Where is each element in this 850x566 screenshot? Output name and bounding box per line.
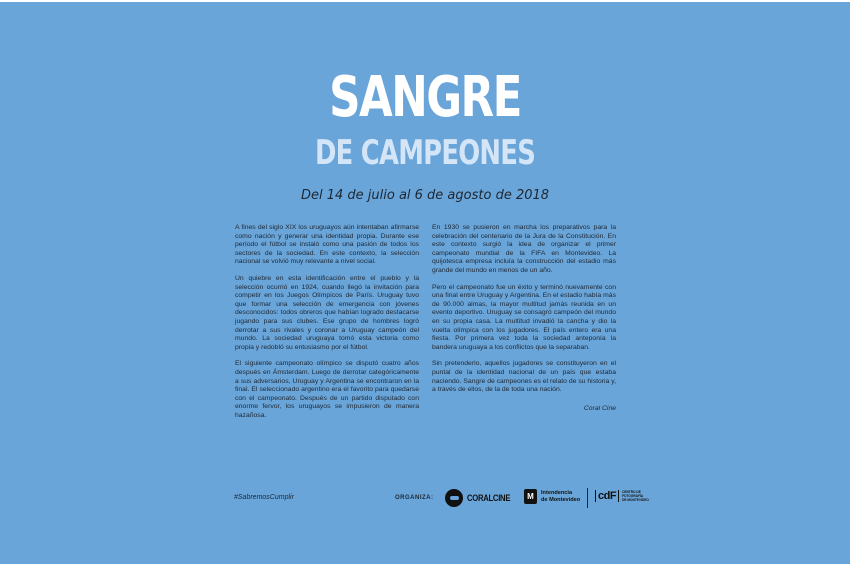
cdf-wordmark: CENTRO DE FOTOGRAFÍA DE MONTEVIDEO: [622, 490, 649, 502]
paragraph: A fines del siglo XIX los uruguayos aún intentaban afirmarse como nación y generar una identidad propia. Durante ese período el fútbol se instaló como una pasión de todos los sectores de la sociedad. En este contexto, la selección nacional se volvió muy relevante a nivel social.: [235, 224, 419, 266]
hashtag: #SabremosCumplir: [234, 494, 294, 501]
paragraph: En 1930 se pusieron en marcha los preparativos para la celebración del centenario de la Jura de la Constitución. En este contexto surgió la idea de organizar el primer campeonato mundial de la FIFA en Montevideo. La quijotesca empresa incluía la construcción del estadio más grande del mundo en menos de un año.: [432, 224, 616, 274]
paragraph: Sin pretenderlo, aquellos jugadores se constituyeron en el puntal de la identidad nacional de un país que estaba naciendo. Sangre de campeones es el relato de su historia y, a través de ellos, de la de toda una nación.: [432, 360, 616, 394]
coralcine-wordmark: CORALCINE: [467, 493, 511, 503]
text-column-right: [432, 224, 616, 421]
coralcine-icon: [445, 489, 463, 507]
exhibition-dates: Del 14 de julio al 6 de agosto de 2018: [300, 188, 550, 203]
cdf-icon: cdF: [595, 490, 619, 502]
text-column-left: [235, 224, 419, 428]
intendencia-icon: M: [524, 489, 537, 504]
intendencia-logo: [524, 489, 580, 504]
organiza-label: ORGANIZA:: [395, 495, 434, 501]
cdf-logo: [595, 490, 656, 502]
title-main: SANGRE: [329, 65, 521, 130]
paragraph: El siguiente campeonato olímpico se disputó cuatro años después en Ámsterdam. Luego de derrotar categóricamente a sus adversarios, Uruguay y Argentina se encontraron en la final. El seleccionado argentino era el favorito para quedarse con el campeonato. Después de un partido disputado con enorme fervor, los uruguayos se impusieron de manera hazañosa.: [235, 360, 419, 419]
paragraph: Pero el campeonato fue un éxito y terminó nuevamente con una final entre Uruguay y Argentina. En el estadio había más de 90.000 almas, la mayor multitud jamás reunida en un evento deportivo. Uruguay se consagró campeón del mundo en su propia casa. La multitud invadió la cancha y dio la vuelta olímpica con los jugadores. El país entero era una fiesta. Por primera vez toda la sociedad anteponía la bandera uruguaya a los conflictos que la separaban.: [432, 283, 616, 351]
paragraph: Un quiebre en esta identificación entre el pueblo y la selección ocurrió en 1924, cuando llegó la invitación para competir en los Juegos Olímpicos de París. Uruguay tuvo que formar una selección de emergencia con jóvenes desconocidos: todos obreros que habían logrado destacarse jugando para sus clubes. Ese grupo de hombres logró derrotar a sus rivales y coronar a Uruguay campeón del mundo. La sociedad uruguaya tomó esta victoria como propia y redobló su entusiasmo por el fútbol.: [235, 274, 419, 351]
coralcine-logo: [445, 489, 518, 507]
poster: [0, 2, 850, 564]
signature: Coral Cine: [583, 404, 616, 412]
logo-divider: [587, 488, 588, 508]
intendencia-wordmark: Intendencia de Montevideo: [541, 490, 581, 503]
title-sub: DE CAMPEONES: [314, 133, 536, 173]
